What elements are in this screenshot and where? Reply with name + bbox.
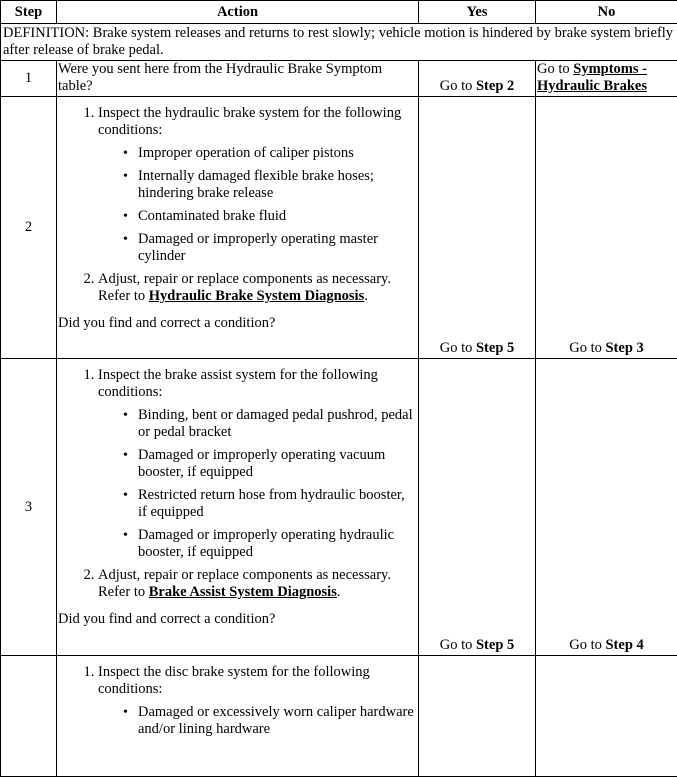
list-item: • Binding, bent or damaged pedal pushrod, pedal or pedal bracket bbox=[138, 407, 417, 441]
header-step: Step bbox=[1, 1, 57, 24]
step-action bbox=[57, 97, 419, 359]
condition-list bbox=[98, 704, 417, 738]
go-to-label: Go to bbox=[440, 78, 473, 94]
header-row bbox=[1, 1, 677, 24]
step-action bbox=[57, 656, 419, 777]
list-item: • Restricted return hose from hydraulic booster, if equipped bbox=[138, 487, 417, 521]
table-row bbox=[1, 97, 677, 359]
symptoms-hydraulic-brakes-link[interactable]: Symptoms - Hydraulic Brakes bbox=[537, 61, 647, 94]
go-to-label: Go to bbox=[569, 637, 602, 653]
action-item-text: Inspect the disc brake system for the following conditions: bbox=[98, 664, 370, 697]
list-item bbox=[98, 367, 417, 561]
go-to-label: Go to bbox=[440, 340, 473, 356]
yes-target: Step 2 bbox=[476, 78, 514, 94]
action-list bbox=[58, 367, 417, 601]
action-list bbox=[58, 105, 417, 305]
list-item: • Damaged or improperly operating vacuum booster, if equipped bbox=[138, 447, 417, 481]
no-cell bbox=[536, 97, 677, 359]
yes-target: Step 5 bbox=[476, 340, 514, 356]
list-item: • Damaged or improperly operating hydraulic booster, if equipped bbox=[138, 527, 417, 561]
list-item: • Contaminated brake fluid bbox=[138, 208, 417, 225]
table-row bbox=[1, 61, 677, 97]
step-number bbox=[1, 656, 57, 777]
header-action: Action bbox=[57, 1, 419, 24]
condition-list bbox=[98, 145, 417, 265]
go-to-label: Go to bbox=[440, 637, 473, 653]
action-item-text: Inspect the hydraulic brake system for the following conditions: bbox=[98, 105, 401, 138]
list-item: • Damaged or excessively worn caliper hardware and/or lining hardware bbox=[138, 704, 417, 738]
action-item-text: Adjust, repair or replace components as necessary. Refer to bbox=[98, 567, 391, 600]
no-cell bbox=[536, 359, 677, 656]
list-item: 2. Adjust, repair or replace components as necessary. Refer to Brake Assist System Diagnosis. bbox=[98, 567, 417, 601]
action-item-text: Inspect the brake assist system for the following conditions: bbox=[98, 367, 378, 400]
step-number: 1 bbox=[1, 61, 57, 97]
list-item: • Internally damaged flexible brake hoses; hindering brake release bbox=[138, 168, 417, 202]
header-no: No bbox=[536, 1, 677, 24]
table-row bbox=[1, 656, 677, 777]
no-cell bbox=[536, 61, 677, 97]
step-question: Did you find and correct a condition? bbox=[58, 611, 417, 629]
list-item: • Improper operation of caliper pistons bbox=[138, 145, 417, 162]
definition-text: DEFINITION: Brake system releases and returns to rest slowly; vehicle motion is hindered by brake system briefly after release of brake pedal. bbox=[1, 24, 677, 61]
yes-cell bbox=[419, 97, 536, 359]
table-row bbox=[1, 359, 677, 656]
step-number: 2 bbox=[1, 97, 57, 359]
list-item bbox=[98, 105, 417, 265]
yes-cell bbox=[419, 656, 536, 777]
action-item-text: Adjust, repair or replace components as necessary. Refer to bbox=[98, 271, 391, 304]
action-list bbox=[58, 664, 417, 738]
hydraulic-brake-system-diagnosis-link[interactable]: Hydraulic Brake System Diagnosis bbox=[149, 288, 365, 304]
step-number: 3 bbox=[1, 359, 57, 656]
no-target: Step 3 bbox=[605, 340, 643, 356]
definition-row bbox=[1, 24, 677, 61]
go-to-label: Go to bbox=[569, 340, 602, 356]
step-action bbox=[57, 359, 419, 656]
list-item bbox=[98, 664, 417, 738]
go-to-label: Go to bbox=[537, 61, 570, 77]
step-question: Did you find and correct a condition? bbox=[58, 315, 417, 333]
yes-cell bbox=[419, 359, 536, 656]
brake-assist-system-diagnosis-link[interactable]: Brake Assist System Diagnosis bbox=[149, 584, 337, 600]
step-question: Were you sent here from the Hydraulic Brake Symptom table? bbox=[57, 61, 419, 97]
no-target: Step 4 bbox=[605, 637, 643, 653]
no-cell bbox=[536, 656, 677, 777]
list-item: 2. Adjust, repair or replace components as necessary. Refer to Hydraulic Brake System Diagnosis. bbox=[98, 271, 417, 305]
condition-list bbox=[98, 407, 417, 561]
yes-target: Step 5 bbox=[476, 637, 514, 653]
header-yes: Yes bbox=[419, 1, 536, 24]
yes-cell bbox=[419, 61, 536, 97]
list-item: • Damaged or improperly operating master cylinder bbox=[138, 231, 417, 265]
